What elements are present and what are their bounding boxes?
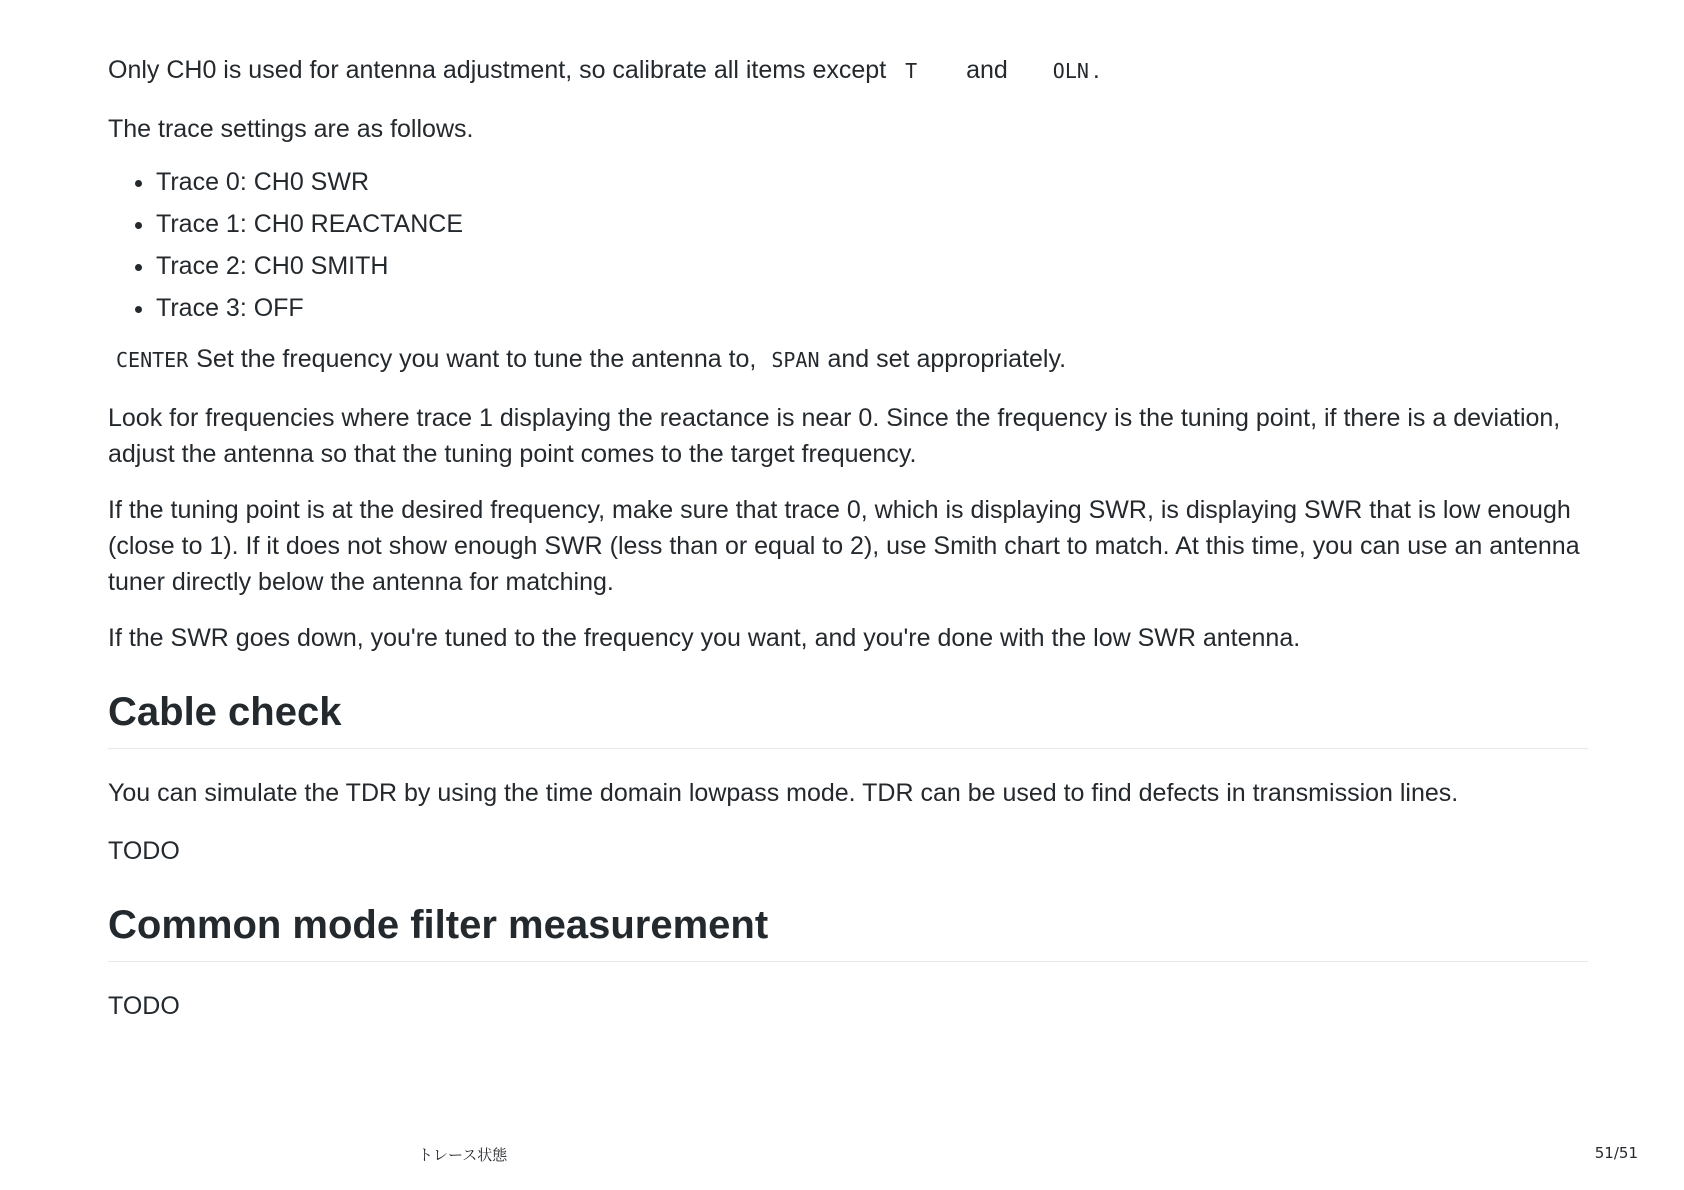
calibration-end: . xyxy=(1092,56,1100,84)
document-page xyxy=(108,52,1588,1024)
list-item: • Trace 1: CH0 REACTANCE xyxy=(156,203,1588,245)
list-item: • Trace 2: CH0 SMITH xyxy=(156,245,1588,287)
code-oln: OLN xyxy=(1052,59,1089,83)
code-center: CENTER xyxy=(116,348,189,372)
trace-list xyxy=(108,161,1588,329)
code-t: T xyxy=(905,59,918,83)
cable-check-heading: Cable check xyxy=(108,686,1588,749)
page-number: 51/51 xyxy=(1594,1144,1638,1162)
center-span-paragraph xyxy=(108,341,1588,378)
trace-intro: The trace settings are as follows. xyxy=(108,115,474,143)
footer-title: トレース状態 xyxy=(418,1146,508,1164)
code-span: SPAN xyxy=(771,348,820,372)
calibration-paragraph xyxy=(108,52,1588,89)
list-item: • Trace 3: OFF xyxy=(156,287,1588,329)
span-text: and set appropriately. xyxy=(827,345,1067,373)
swr-paragraph: If the tuning point is at the desired frequency, make sure that trace 0, which is displaying SWR, is displaying SWR that is low enough (close to 1). If it does not show enough SWR (less than or equal to 2), use Smith chart to match. At this time, you can use an antenna tuner directly below the antenna for matching. xyxy=(108,496,1580,596)
todo-text: TODO xyxy=(108,837,180,865)
list-item: • Trace 0: CH0 SWR xyxy=(156,161,1588,203)
center-text: Set the frequency you want to tune the antenna to, xyxy=(196,345,757,373)
reactance-paragraph: Look for frequencies where trace 1 displaying the reactance is near 0. Since the frequency is the tuning point, if there is a deviation, adjust the antenna so that the tuning point comes to the target frequency. xyxy=(108,404,1561,468)
todo-text: TODO xyxy=(108,992,180,1020)
tdr-paragraph: You can simulate the TDR by using the time domain lowpass mode. TDR can be used to find defects in transmission lines. xyxy=(108,779,1459,807)
done-paragraph: If the SWR goes down, you're tuned to the frequency you want, and you're done with the low SWR antenna. xyxy=(108,624,1301,652)
calibration-text: Only CH0 is used for antenna adjustment, so calibrate all items except xyxy=(108,56,887,84)
common-mode-heading: Common mode filter measurement xyxy=(108,899,1588,962)
calibration-and: and xyxy=(966,56,1008,84)
